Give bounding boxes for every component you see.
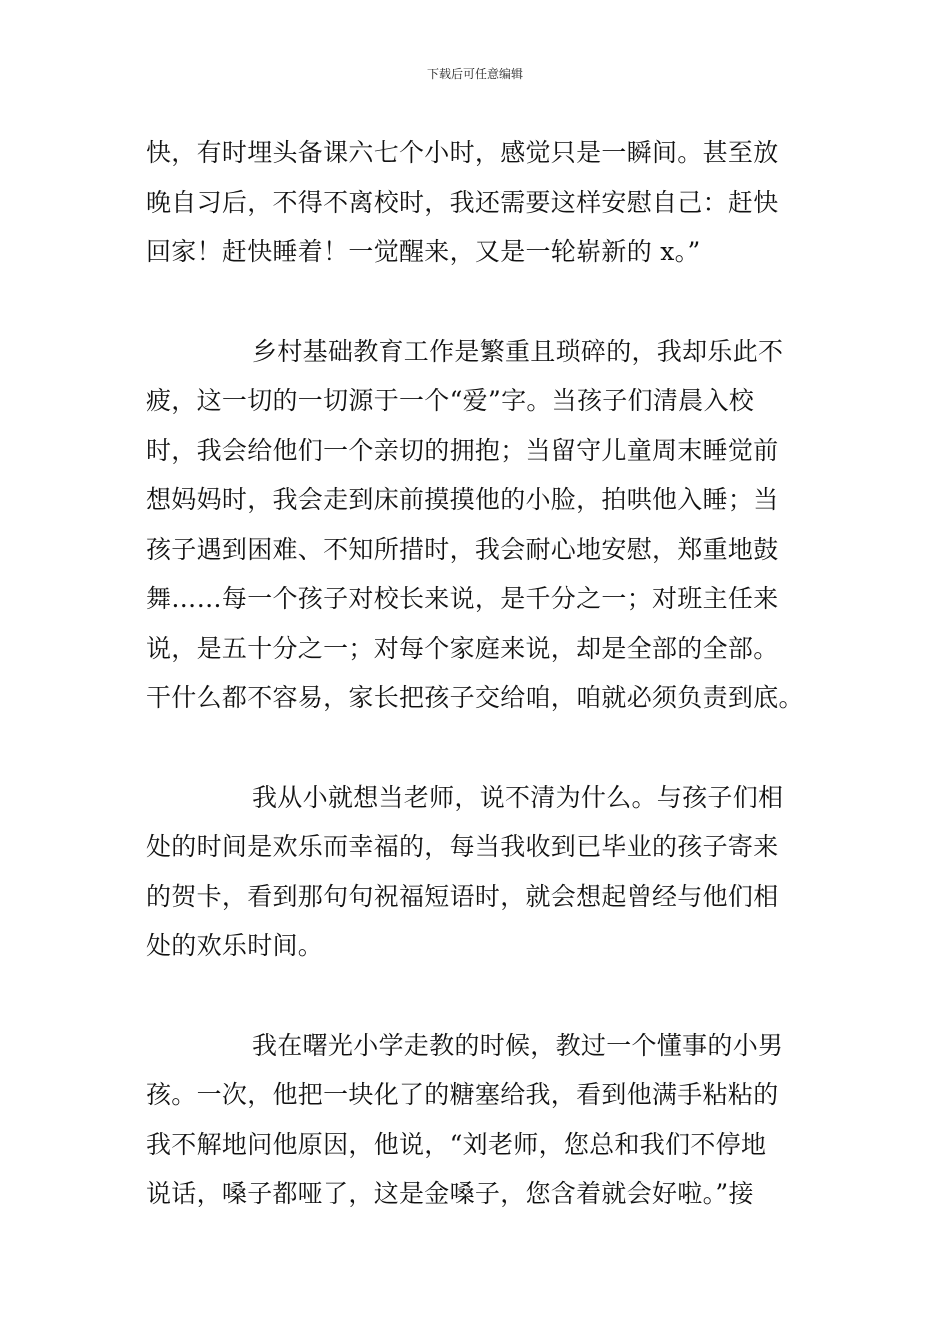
text-line: 疲，这一切的一切源于一个“爱”字。当孩子们清晨入校: [146, 386, 755, 415]
text-line: 说话，嗓子都哑了，这是金嗓子，您含着就会好啦。”接: [146, 1179, 754, 1208]
paragraph-gap: [146, 723, 808, 773]
paragraph-gap: [146, 277, 808, 327]
text-line: 回家！赶快睡着！一觉醒来，又是一轮崭新的 x。”: [146, 237, 701, 266]
text-line: 乡村基础教育工作是繁重且琐碎的，我却乐此不: [252, 336, 784, 366]
text-line: 快，有时埋头备课六七个小时，感觉只是一瞬间。甚至放: [146, 138, 779, 167]
text-line: 说，是五十分之一；对每个家庭来说，却是全部的全部。: [146, 633, 779, 663]
text-line: 的贺卡，看到那句句祝福短语时，就会想起曾经与他们相: [146, 881, 779, 911]
paragraph-3: [146, 773, 808, 971]
paragraph-gap: [146, 971, 808, 1021]
text-line: 晚自习后，不得不离校时，我还需要这样安慰自己：赶快: [146, 187, 779, 217]
text-line: 我从小就想当老师，说不清为什么。与孩子们相: [252, 782, 784, 812]
text-line: 处的时间是欢乐而幸福的，每当我收到已毕业的孩子寄来: [146, 832, 779, 861]
text-line: 舞……每一个孩子对校长来说，是千分之一；对班主任来: [146, 584, 779, 613]
text-line: 孩子遇到困难、不知所措时，我会耐心地安慰，郑重地鼓: [146, 534, 779, 564]
paragraph-2: [146, 327, 808, 723]
text-line: 孩。一次，他把一块化了的糖塞给我，看到他满手粘粘的: [146, 1080, 779, 1109]
text-line: 想妈妈时，我会走到床前摸摸他的小脸，拍哄他入睡；当: [146, 485, 779, 514]
document-body: [146, 128, 808, 1219]
text-line: 我在曙光小学走教的时候，教过一个懂事的小男: [252, 1030, 784, 1060]
text-line: 时，我会给他们一个亲切的拥抱；当留守儿童周末睡觉前: [146, 435, 779, 465]
text-line: 我不解地问他原因，他说，“刘老师，您总和我们不停地: [146, 1129, 767, 1159]
text-line: 处的欢乐时间。: [146, 931, 324, 960]
text-line: 干什么都不容易，家长把孩子交给咱，咱就必须负责到底。: [146, 683, 804, 712]
paragraph-4: [146, 1021, 808, 1219]
page-header: 下载后可任意编辑: [426, 67, 523, 81]
paragraph-1: [146, 128, 808, 277]
